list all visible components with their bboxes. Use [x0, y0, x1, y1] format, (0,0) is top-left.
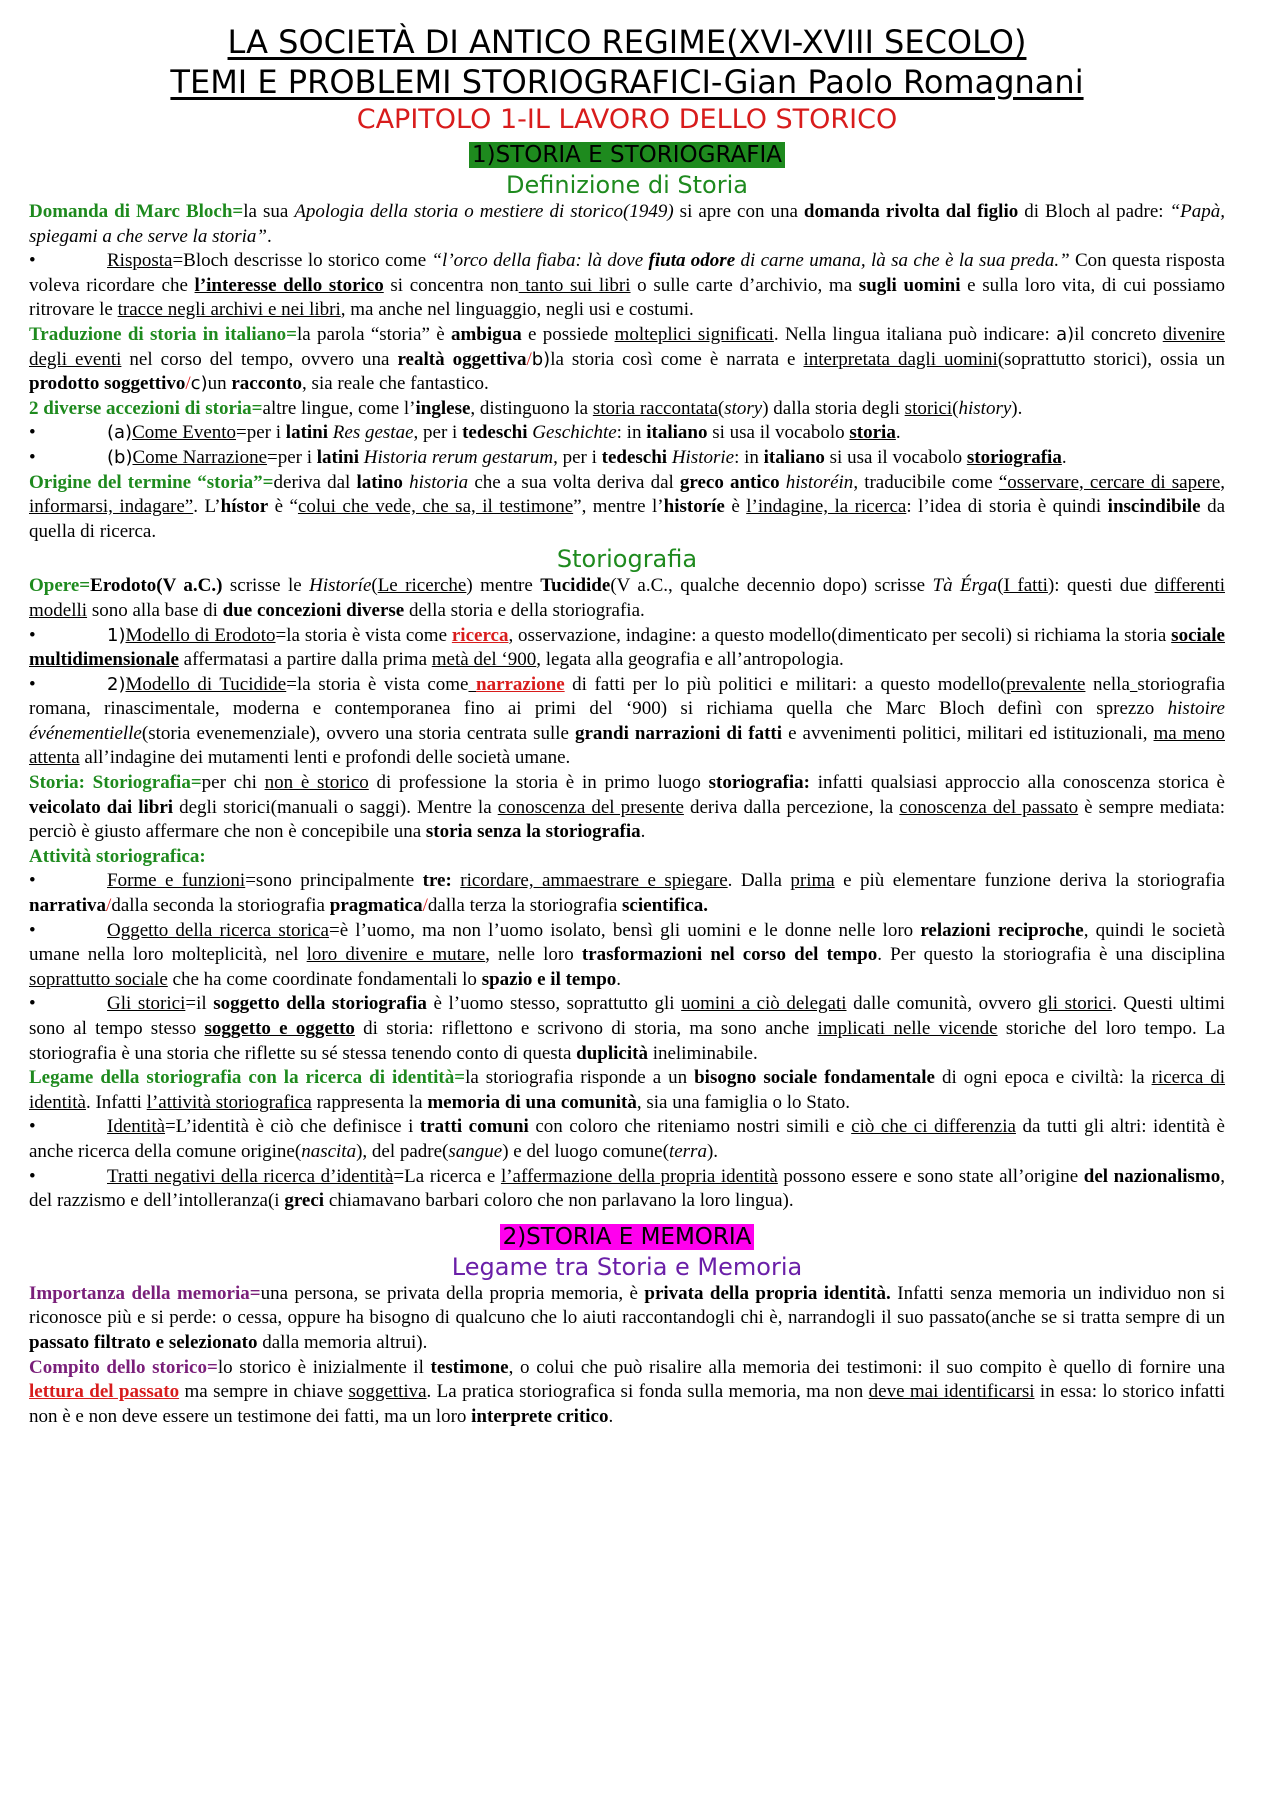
title-line-2: TEMI E PROBLEMI STORIOGRAFICI-Gian Paolo Romagnani	[170, 63, 1084, 101]
section-heading-2: 2)STORIA E MEMORIA	[29, 1222, 1225, 1252]
bullet-tratti-negativi: • Tratti negativi della ricerca d’identità=La ricerca e l’affermazione della propria identità possono essere e sono state all’origine del nazionalismo, del razzismo e dell’intolleranza(i greci chiamavano barbari coloro che non parlavano la loro lingua).	[29, 1165, 1226, 1212]
paragraph-importanza: Importanza della memoria=una persona, se privata della propria memoria, è privata della propria identità. Infatti senza memoria un individuo non si riconosce più e si perde: o cessa, oppure ha bisogno di qualcuno che lo aiuti raccontandogli chi è, narrandogli il suo passato(anche se si tratta sempre di un passato filtrato e selezionato dalla memoria altrui).	[29, 1282, 1225, 1353]
label-bloch: Domanda di Marc Bloch=	[29, 201, 244, 222]
bullet-oggetto: • Oggetto della ricerca storica=è l’uomo, ma non l’uomo isolato, bensì gli uomini e le donne nelle loro relazioni reciproche, quindi le società umane nella loro molteplicità, nel loro divenire e mutare, nelle loro trasformazioni nel corso del tempo. Per questo la storiografia è una disciplina soprattutto sociale che ha come coordinate fondamentali lo spazio e il tempo.	[29, 919, 1226, 990]
paragraph-attivita	[29, 845, 1225, 870]
bullet-erodoto: • 1)Modello di Erodoto=la storia è vista come ricerca, osservazione, indagine: a questo modello(dimenticato per secoli) si richiama la storia sociale multidimensionale affermatasi a partire dalla prima metà del ‘900, legata alla geografia e all’antropologia.	[29, 624, 1225, 671]
document-page	[29, 0, 1225, 1429]
label-storia-storiografia: Storia: Storiografia=	[29, 772, 202, 794]
bullet-risposta: • Risposta=Bloch descrisse lo storico come “l’orco della fiaba: là dove fiuta odore di carne umana, là sa che è la sua preda.” Con questa risposta voleva ricordare che l’interesse dello storico si concentra non tanto sui libri o sulle carte d’archivio, ma sugli uomini e sulla loro vita, di cui possiamo ritrovare le tracce negli archivi e nei libri, ma anche nel linguaggio, negli usi e costumi.	[29, 250, 1226, 321]
title-line-1: LA SOCIETÀ DI ANTICO REGIME(XVI-XVIII SECOLO)	[227, 23, 1027, 61]
label-legame: Legame della storiografia con la ricerca di identità=	[29, 1067, 466, 1089]
label-traduzione: Traduzione di storia in italiano=	[29, 323, 297, 345]
paragraph-opere: Opere=Erodoto(V a.C.) scrisse le Historíe(Le ricerche) mentre Tucidide(V a.C., qualche decennio dopo) scrisse Tà Érga(I fatti): questi due differenti modelli sono alla base di due concezioni diverse della storia e della storiografia.	[29, 575, 1225, 621]
bullet-identita: • Identità=L’identità è ciò che definisce i tratti comuni con coloro che riteniamo nostri simili e ciò che ci differenzia da tutti gli altri: identità è anche ricerca della comune origine(nascita), del padre(sangue) e del luogo comune(terra).	[29, 1116, 1225, 1162]
bullet-forme: • Forme e funzioni=sono principalmente tre: ricordare, ammaestrare e spiegare. Dalla prima e più elementare funzione deriva la storiografia narrativa/dalla seconda la storiografia pragmatica/dalla terza la storiografia scientifica.	[29, 870, 1225, 917]
paragraph-accezioni: 2 diverse accezioni di storia=altre lingue, come l’inglese, distinguono la storia raccontata(story) dalla storia degli storici(history).	[29, 397, 1023, 419]
subheading-storiografia: Storiografia	[556, 545, 698, 574]
bullet-tucidide: • 2)Modello di Tucidide=la storia è vista come narrazione di fatti per lo più politici e militari: a questo modello(prevalente nella storiografia romana, rinascimentale, moderna e contemporanea fino ai primi del ‘900) si richiama quella che Marc Bloch definì con sprezzo histoire événementielle(storia evenemenziale), ovvero una storia centrata sulle grandi narrazioni di fatti e avvenimenti politici, militari ed istituzionali, ma meno attenta all’indagine dei mutamenti lenti e profondi delle società umane.	[29, 673, 1225, 769]
label-origine: Origine del termine “storia”=	[29, 471, 274, 493]
label-opere: Opere=	[29, 575, 91, 597]
paragraph-origine: Origine del termine “storia”=deriva dal latino historia che a sua volta deriva dal greco antico historéin, traducibile come “osservare, cercare di sapere, informarsi, indagare”. L’hístor è “colui che vede, che sa, il testimone”, mentre l’historíe è l’indagine, la ricerca: l’idea di storia è quindi inscindibile da quella di ricerca.	[29, 471, 1226, 542]
bullet-storici: • Gli storici=il soggetto della storiografia è l’uomo stesso, soprattutto gli uomini a ciò delegati dalle comunità, ovvero gli storici. Questi ultimi sono al tempo stesso soggetto e oggetto di storia: riflettono e scrivono di storia, ma sono anche implicati nelle vicende storiche del loro tempo. La storiografia è una storia che riflette su sé stessa tenendo conto di questa duplicità ineliminabile.	[29, 993, 1226, 1064]
subheading-legame-memoria: Legame tra Storia e Memoria	[451, 1252, 803, 1281]
subheading-definizione: Definizione di Storia	[506, 171, 748, 199]
paragraph-traduzione: Traduzione di storia in italiano=la parola “storia” è ambigua e possiede molteplici significati. Nella lingua italiana può indicare: a)il concreto divenire degli eventi nel corso del tempo, ovvero una realtà oggettiva/b)la storia così come è narrata e interpretata dagli uomini(soprattutto storici), ossia un prodotto soggettivo/c)un racconto, sia reale che fantastico.	[29, 323, 1225, 395]
chapter-title: CAPITOLO 1-IL LAVORO DELLO STORICO	[356, 104, 898, 135]
bullet-narrazione: • (b)Come Narrazione=per i latini Historia rerum gestarum, per i tedeschi Historie: in italiano si usa il vocabolo storiografia.	[29, 446, 1067, 468]
label-compito: Compito dello storico=	[29, 1356, 218, 1378]
section-heading-1: 1)STORIA E STORIOGRAFIA	[29, 140, 1225, 170]
document-title	[29, 22, 1225, 102]
paragraph-bloch: Domanda di Marc Bloch=la sua Apologia della storia o mestiere di storico(1949) si apre con una domanda rivolta dal figlio di Bloch al padre: “Papà, spiegami a che serve la storia”.	[29, 201, 1226, 247]
paragraph-legame: Legame della storiografia con la ricerca di identità=la storiografia risponde a un bisogno sociale fondamentale di ogni epoca e civiltà: la ricerca di identità. Infatti l’attività storiografica rappresenta la memoria di una comunità, sia una famiglia o lo Stato.	[29, 1067, 1226, 1113]
label-attivita: Attività storiografica:	[29, 845, 206, 867]
paragraph-storia-storiografia: Storia: Storiografia=per chi non è storico di professione la storia è in primo luogo storiografia: infatti qualsiasi approccio alla conoscenza storica è veicolato dai libri degli storici(manuali o saggi). Mentre la conoscenza del presente deriva dalla percezione, la conoscenza del passato è sempre mediata: perciò è giusto affermare che non è concepibile una storia senza la storiografia.	[29, 772, 1225, 843]
label-importanza: Importanza della memoria=	[29, 1282, 261, 1304]
paragraph-compito: Compito dello storico=lo storico è inizialmente il testimone, o colui che può risalire alla memoria dei testimoni: il suo compito è quello di fornire una lettura del passato ma sempre in chiave soggettiva. La pratica storiografica si fonda sulla memoria, ma non deve mai identificarsi in essa: lo storico infatti non è e non deve essere un testimone dei fatti, ma un loro interprete critico.	[29, 1356, 1226, 1427]
label-accezioni: 2 diverse accezioni di storia=	[29, 397, 263, 419]
bullet-evento: • (a)Come Evento=per i latini Res gestae, per i tedeschi Geschichte: in italiano si usa il vocabolo storia.	[29, 422, 901, 444]
